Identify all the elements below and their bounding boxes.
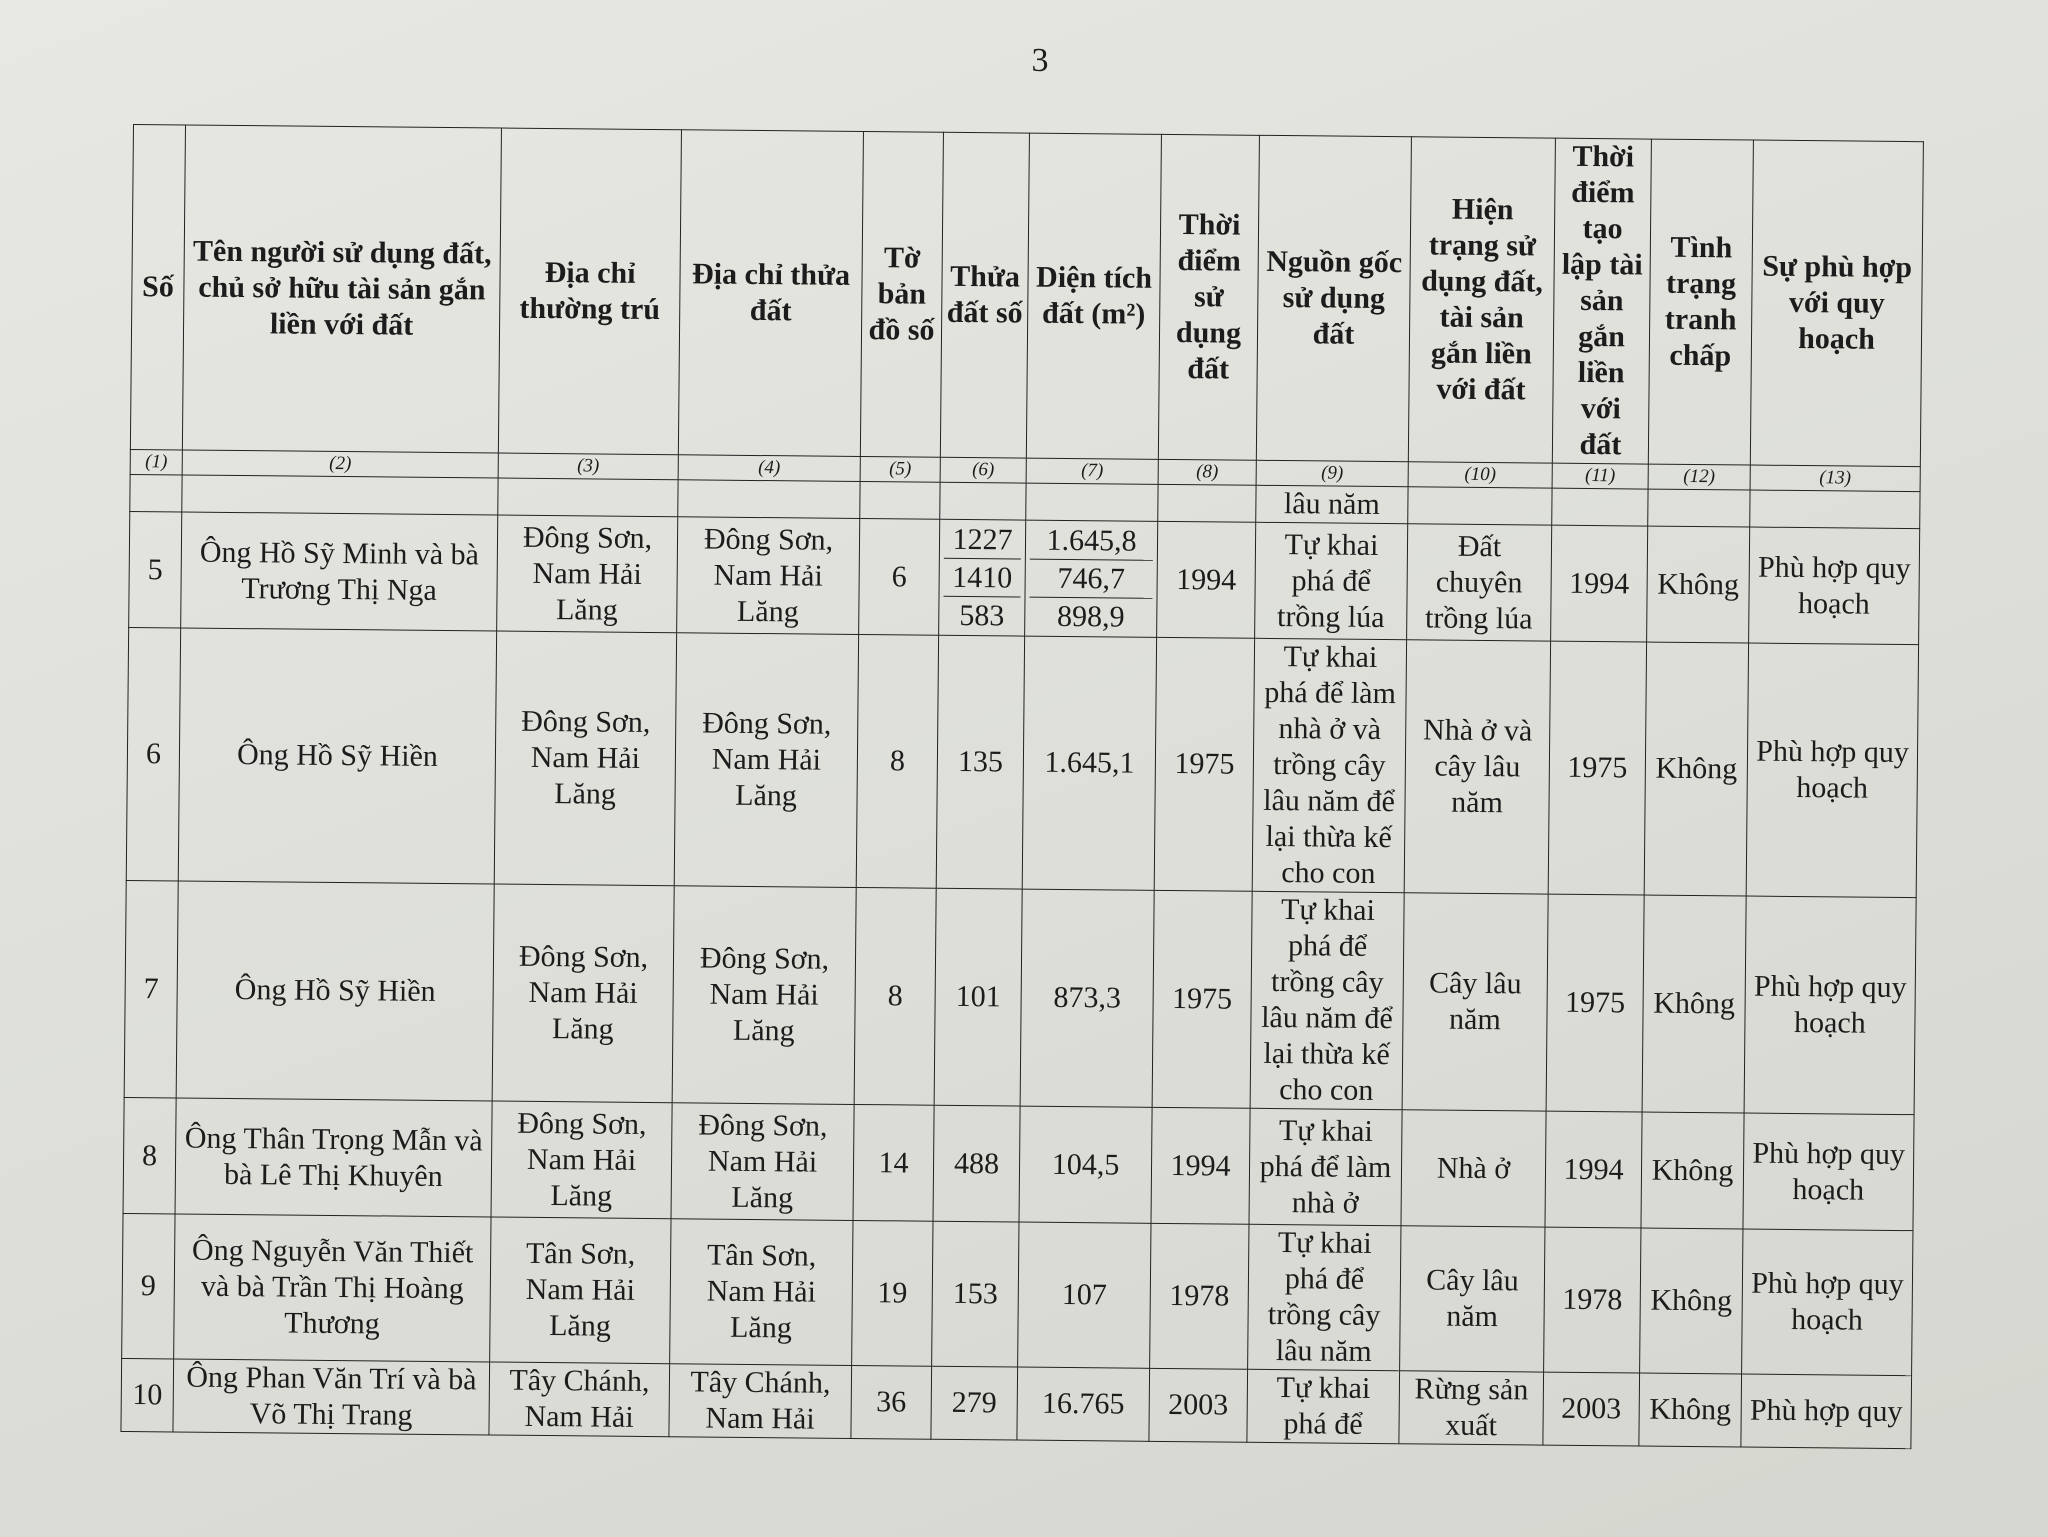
- owner-name: Ông Hồ Sỹ Hiền: [178, 628, 496, 884]
- table-row: [123, 1097, 1914, 1230]
- table-row: [122, 1213, 1913, 1375]
- permanent-address: Tân Sơn, Nam Hải Lăng: [490, 1217, 671, 1364]
- parcel-numbers: [939, 519, 1026, 636]
- column-index: (10): [1408, 462, 1552, 488]
- planning-status: Phù hợp quy: [1741, 1374, 1912, 1449]
- land-status: Rừng sản xuất: [1399, 1371, 1544, 1445]
- parcel-area: 1.645,8: [1030, 522, 1153, 561]
- parcel-areas: [1025, 520, 1158, 637]
- dispute-status: Không: [1640, 1228, 1743, 1374]
- asset-time: 1994: [1545, 1111, 1642, 1228]
- header-owner-name: Tên người sử dụng đất, chủ sở hữu tài sản gắn liền với đất: [182, 125, 501, 453]
- row-number: 7: [124, 880, 178, 1097]
- use-time: 1994: [1157, 521, 1256, 638]
- owner-name: Ông Thân Trọng Mẫn và bà Lê Thị Khuyên: [175, 1098, 492, 1217]
- column-index: (9): [1256, 460, 1408, 486]
- column-index: (12): [1648, 464, 1750, 490]
- land-status: Nhà ở và cây lâu năm: [1404, 640, 1550, 894]
- dispute-status: Không: [1639, 1373, 1742, 1447]
- header-status: Hiện trạng sử dụng đất, tài sản gắn liền với đất: [1408, 137, 1555, 463]
- parcel-number: 101: [934, 888, 1022, 1106]
- column-index: (11): [1552, 463, 1648, 489]
- parcel-number: 153: [932, 1221, 1019, 1367]
- map-sheet: 14: [853, 1104, 934, 1221]
- header-map-sheet: Tờ bản đồ số: [860, 132, 943, 458]
- permanent-address: Tây Chánh, Nam Hải: [489, 1362, 670, 1437]
- dispute-status: Không: [1642, 895, 1746, 1113]
- column-index: (4): [678, 455, 860, 482]
- use-time: 1975: [1154, 637, 1254, 891]
- column-index: (1): [130, 449, 182, 474]
- row-number: 10: [121, 1358, 174, 1431]
- header-use-time: Thời điểm sử dụng đất: [1158, 134, 1259, 460]
- land-origin: Tự khai phá để trồng lúa: [1255, 522, 1408, 639]
- header-parcel-number: Thửa đất số: [940, 132, 1029, 458]
- header-area: Diện tích đất (m²): [1026, 133, 1161, 459]
- parcel-address: Đông Sơn, Nam Hải Lăng: [677, 517, 860, 635]
- map-sheet: 8: [854, 887, 936, 1105]
- parcel-area: 107: [1018, 1222, 1151, 1368]
- parcel-address: Đông Sơn, Nam Hải Lăng: [672, 886, 856, 1105]
- parcel-area: 1.645,1: [1022, 636, 1156, 890]
- parcel-area: 746,7: [1029, 560, 1152, 599]
- parcel-address: Đông Sơn, Nam Hải Lăng: [674, 633, 858, 888]
- column-index: (7): [1026, 458, 1158, 484]
- owner-name: Ông Phan Văn Trí và bà Võ Thị Trang: [173, 1359, 490, 1435]
- owner-name: Ông Hồ Sỹ Minh và bà Trương Thị Nga: [181, 512, 498, 631]
- parcel-number: 279: [931, 1366, 1018, 1440]
- dispute-status: Không: [1644, 642, 1748, 896]
- parcel-number: 1227: [944, 521, 1021, 560]
- land-origin: Tự khai phá để làm nhà ở: [1249, 1108, 1402, 1225]
- page-number: 3: [1031, 42, 1049, 79]
- land-origin: Tự khai phá để trồng cây lâu năm: [1248, 1224, 1401, 1370]
- table-row: [129, 511, 1920, 644]
- parcel-number: 583: [959, 598, 1005, 633]
- use-time: 1978: [1150, 1223, 1249, 1369]
- map-sheet: 6: [859, 518, 940, 635]
- owner-name: Ông Hồ Sỹ Hiền: [176, 881, 494, 1101]
- permanent-address: Đông Sơn, Nam Hải Lăng: [497, 515, 678, 633]
- row-number: 6: [126, 627, 180, 880]
- land-status: Nhà ở: [1401, 1110, 1546, 1227]
- parcel-address: Đông Sơn, Nam Hải Lăng: [671, 1103, 854, 1221]
- planning-status: Phù hợp quy hoạch: [1744, 896, 1916, 1115]
- land-status: Đất chuyên trồng lúa: [1407, 524, 1552, 641]
- parcel-area: 16.765: [1017, 1367, 1150, 1441]
- land-status: Cây lâu năm: [1400, 1226, 1545, 1372]
- header-permanent-address: Địa chỉ thường trú: [498, 128, 681, 455]
- table-row: [126, 627, 1918, 897]
- use-time: 1975: [1152, 890, 1252, 1108]
- owner-name: Ông Nguyễn Văn Thiết và bà Trần Thị Hoàng Thương: [174, 1214, 491, 1362]
- column-index: (5): [860, 456, 940, 482]
- land-origin: Tự khai phá để: [1247, 1369, 1400, 1443]
- table-row: [124, 880, 1916, 1114]
- map-sheet: 36: [851, 1365, 932, 1439]
- header-dispute: Tình trạng tranh chấp: [1648, 139, 1753, 465]
- map-sheet: 8: [856, 634, 938, 888]
- header-asset-time: Thời điểm tạo lập tài sản gắn liền với đất: [1552, 138, 1651, 464]
- column-index: (6): [940, 457, 1026, 483]
- planning-status: Phù hợp quy hoạch: [1749, 527, 1920, 645]
- land-use-table: [120, 124, 1923, 1449]
- header-so: Số: [130, 125, 185, 450]
- land-status: Cây lâu năm: [1402, 893, 1548, 1111]
- asset-time: 1994: [1551, 525, 1648, 642]
- header-row: [130, 125, 1923, 467]
- continuation-text: lâu năm: [1256, 485, 1408, 523]
- asset-time: 1975: [1548, 641, 1646, 895]
- parcel-area: 873,3: [1020, 889, 1154, 1107]
- column-index: (3): [498, 453, 678, 480]
- parcel-area: 104,5: [1019, 1106, 1152, 1223]
- permanent-address: Đông Sơn, Nam Hải Lăng: [492, 884, 674, 1103]
- parcel-number: 488: [933, 1105, 1020, 1222]
- column-index: (8): [1158, 459, 1256, 485]
- dispute-status: Không: [1641, 1112, 1744, 1229]
- planning-status: Phù hợp quy hoạch: [1743, 1113, 1914, 1231]
- planning-status: Phù hợp quy hoạch: [1742, 1229, 1913, 1376]
- parcel-number: 135: [936, 635, 1024, 889]
- land-origin: Tự khai phá để làm nhà ở và trồng cây lâu năm để lại thừa kế cho con: [1252, 638, 1406, 892]
- column-index: (2): [182, 450, 498, 478]
- row-number: 9: [122, 1213, 175, 1358]
- permanent-address: Đông Sơn, Nam Hải Lăng: [494, 631, 676, 886]
- column-index: (13): [1750, 465, 1920, 492]
- row-number: 5: [129, 511, 182, 627]
- asset-time: 1975: [1546, 894, 1644, 1112]
- asset-time: 1978: [1544, 1227, 1641, 1373]
- asset-time: 2003: [1543, 1372, 1640, 1446]
- use-time: 2003: [1149, 1368, 1248, 1442]
- map-sheet: 19: [852, 1220, 933, 1366]
- header-parcel-address: Địa chỉ thửa đất: [678, 130, 863, 457]
- header-planning: Sự phù hợp với quy hoạch: [1750, 140, 1923, 467]
- parcel-address: Tân Sơn, Nam Hải Lăng: [670, 1219, 853, 1366]
- parcel-area: 898,9: [1056, 599, 1125, 634]
- row-number: 8: [123, 1097, 176, 1213]
- parcel-number: 1410: [943, 559, 1020, 598]
- use-time: 1994: [1151, 1107, 1250, 1224]
- header-origin: Nguồn gốc sử dụng đất: [1256, 135, 1411, 461]
- planning-status: Phù hợp quy hoạch: [1746, 643, 1918, 898]
- permanent-address: Đông Sơn, Nam Hải Lăng: [491, 1101, 672, 1219]
- dispute-status: Không: [1647, 526, 1750, 643]
- land-origin: Tự khai phá để trồng cây lâu năm để lại thừa kế cho con: [1250, 891, 1404, 1109]
- parcel-address: Tây Chánh, Nam Hải: [669, 1364, 852, 1439]
